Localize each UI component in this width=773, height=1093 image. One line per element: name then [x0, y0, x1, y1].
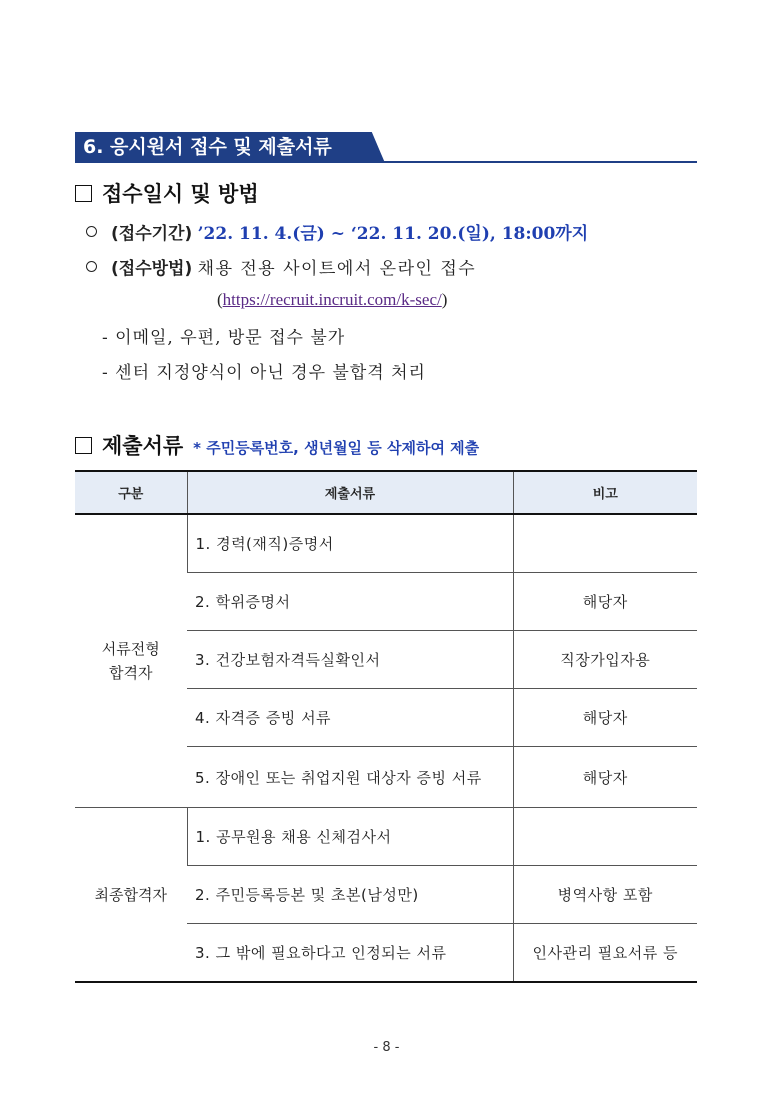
- remark-cell: 병역사항 포함: [513, 866, 697, 924]
- document-cell: 1. 공무원용 채용 신체검사서: [187, 808, 513, 866]
- remark-cell: 직장가입자용: [513, 631, 697, 689]
- checkbox-square-icon: [75, 437, 92, 454]
- period-line: [86, 219, 588, 244]
- group-cell: 최종합격자: [75, 808, 187, 983]
- column-header: 구분: [75, 471, 187, 514]
- document-cell: 1. 경력(재직)증명서: [187, 514, 513, 573]
- document-cell: 3. 그 밖에 필요하다고 인정되는 서류: [187, 924, 513, 983]
- reception-heading-text: 접수일시 및 방법: [102, 182, 259, 206]
- document-cell: 2. 학위증명서: [187, 573, 513, 631]
- document-cell: 3. 건강보험자격득실확인서: [187, 631, 513, 689]
- url-line: (https://recruit.incruit.com/k-sec/): [217, 290, 448, 309]
- documents-note: * 주민등록번호, 생년월일 등 삭제하여 제출: [193, 439, 480, 457]
- circle-bullet-icon: [86, 261, 97, 272]
- section-underline: [75, 161, 697, 163]
- remark-cell: [513, 808, 697, 866]
- circle-bullet-icon: [86, 226, 97, 237]
- method-value: 채용 전용 사이트에서 온라인 접수: [197, 259, 477, 279]
- note-line: - 센터 지정양식이 아닌 경우 불합격 처리: [102, 363, 426, 383]
- document-cell: 4. 자격증 증빙 서류: [187, 689, 513, 747]
- remark-cell: [513, 514, 697, 573]
- remark-cell: 해당자: [513, 747, 697, 808]
- column-header: 제출서류: [187, 471, 513, 514]
- section-header: [75, 130, 697, 166]
- note-line: - 이메일, 우편, 방문 접수 불가: [102, 328, 346, 348]
- column-header: 비고: [513, 471, 697, 514]
- period-label: (접수기간): [111, 224, 193, 244]
- remark-cell: 인사관리 필요서류 등: [513, 924, 697, 983]
- method-line: [86, 254, 476, 279]
- document-cell: 2. 주민등록등본 및 초본(남성만): [187, 866, 513, 924]
- remark-cell: 해당자: [513, 573, 697, 631]
- table-row: [75, 514, 697, 573]
- method-label: (접수방법): [111, 259, 193, 279]
- table-header-row: [75, 471, 697, 514]
- period-value: ’22. 11. 4.(금) ~ ‘22. 11. 20.(일), 18:00까지: [197, 224, 589, 244]
- remark-cell: 해당자: [513, 689, 697, 747]
- section-title-arrow: [363, 132, 385, 163]
- checkbox-square-icon: [75, 185, 92, 202]
- group-cell: 서류전형 합격자: [75, 514, 187, 808]
- section-title: 6. 응시원서 접수 및 제출서류: [75, 132, 363, 162]
- documents-heading: [75, 430, 479, 460]
- page-number: - 8 -: [373, 1040, 400, 1055]
- document-cell: 5. 장애인 또는 취업지원 대상자 증빙 서류: [187, 747, 513, 808]
- documents-table: [75, 470, 697, 983]
- documents-heading-text: 제출서류: [102, 434, 184, 458]
- reception-heading: [75, 178, 259, 208]
- table-row: [75, 808, 697, 866]
- recruit-site-link[interactable]: https://recruit.incruit.com/k-sec/: [222, 290, 442, 309]
